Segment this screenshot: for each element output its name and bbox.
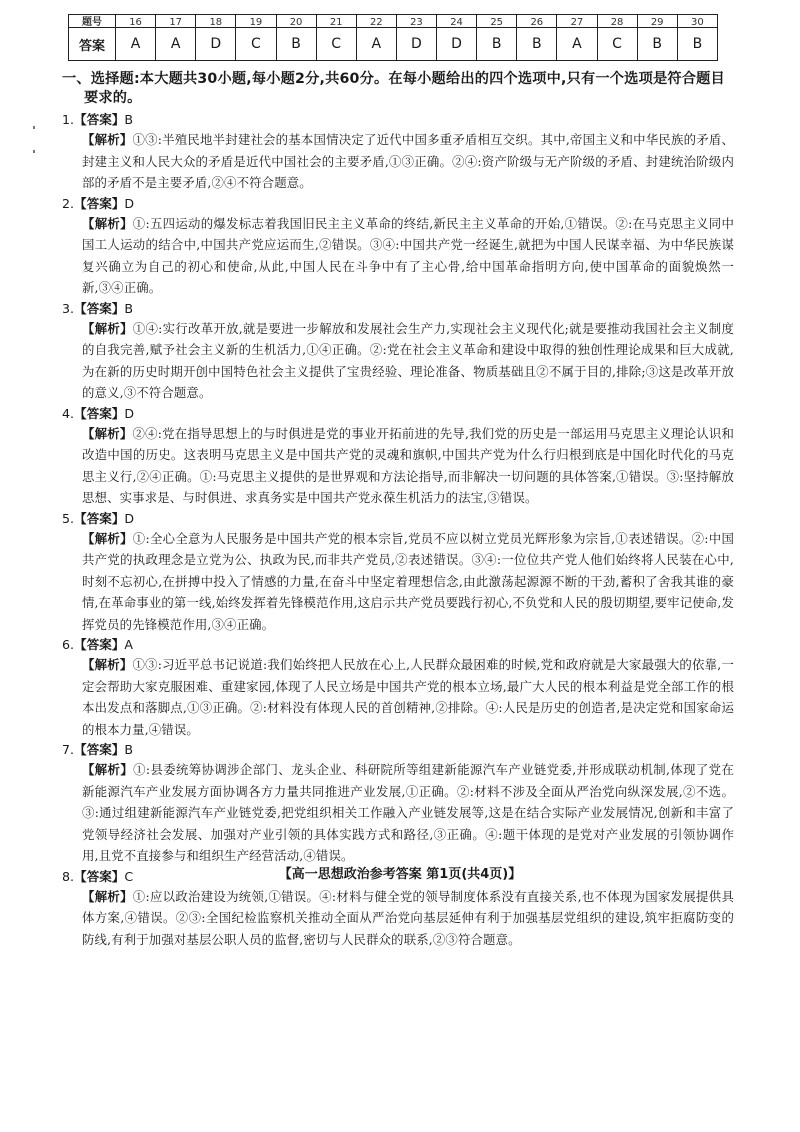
answer-cell: C: [236, 28, 276, 61]
question-number: 17: [156, 15, 196, 28]
answer-line: [62, 110, 734, 129]
analysis-paragraph: [82, 318, 734, 404]
answer-value: C: [124, 868, 134, 884]
question-number: 7.: [62, 742, 75, 757]
answer-line: [62, 740, 734, 759]
answer-value: B: [124, 742, 134, 757]
analysis-label: 【解析】: [82, 132, 133, 147]
analysis-paragraph: [82, 886, 734, 951]
question-number-row: [69, 15, 718, 28]
answer-cell: B: [637, 28, 677, 61]
analysis-text: ①:全心全意为人民服务是中国共产党的根本宗旨,党员不应以树立党员光辉形象为宗旨,①表述错误。②:中国共产党的执政理念是立党为公、执政为民,而非共产党员,②表述错误。③④:一位位共产党人他们始终将人民装在心中,时刻不忘初心,在拼搏中投入了情感的力量,在奋斗中坚定着理想信念,由此激荡起源源不断的干劲,蓄积了舍我其谁的豪情,在革命事业的第一线,始终发挥着先锋模范作用,这启示共产党员要践行初心,不负党和人民的殷切期望,要牢记使命,发挥党员的先锋模范作用,③④正确。: [82, 530, 734, 632]
analysis-paragraph: [82, 423, 734, 509]
answer-line: [62, 194, 734, 213]
analysis-text: ①④:实行改革开放,就是要进一步解放和发展社会生产力,实现社会主义现代化;就是要推动我国社会主义制度的自我完善,赋予社会主义新的生机活力,①④正确。②:党在社会主义革命和建设中取得的独创性理论成果和巨大成就,为在新的历史时期开创中国特色社会主义提供了宝贵经验、理论准备、物质基础且②不属于目的,排除;③这是改革开放的意义,③不符合题意。: [82, 320, 734, 400]
answer-value: B: [124, 300, 134, 316]
answer-value: A: [124, 637, 134, 652]
section-heading: [62, 70, 730, 108]
question-number: 28: [597, 15, 637, 28]
answer-label: 【答案】: [74, 742, 125, 757]
question-4: [62, 404, 734, 509]
analysis-text: ①:五四运动的爆发标志着我国旧民主主义革命的终结,新民主主义革命的开始,①错误。②:在马克思主义同中国工人运动的结合中,中国共产党应运而生,②错误。③④:中国共产党一经诞生,就把为中国人民谋幸福、为中华民族谋复兴确立为自己的初心和使命,从此,中国人民在斗争中有了主心骨,给中国革命指明方向,使中国革命的面貌焕然一新,③④正确。: [82, 215, 734, 295]
question-number: 26: [517, 15, 557, 28]
answer-cell: A: [356, 28, 396, 61]
question-number: 19: [236, 15, 276, 28]
question-5: [62, 509, 734, 636]
answer-label: 【答案】: [74, 405, 125, 421]
analysis-text: ①:应以政治建设为统领,①错误。④:材料与健全党的领导制度体系没有直接关系,也不体现为国家发展提供具体方案,④错误。②③:全国纪检监察机关推动全面从严治党向基层延伸有利于加强基层党组织的建设,筑牢拒腐防变的防线,有利于加强对基层公职人员的监督,密切与人民群众的联系,②③符合题意。: [82, 888, 734, 947]
question-2: [62, 194, 734, 299]
answer-row-label: 答案: [69, 28, 116, 61]
question-number: 20: [276, 15, 316, 28]
answer-line: [62, 299, 734, 318]
number-row-label: 题号: [69, 15, 116, 28]
analysis-paragraph: [82, 759, 734, 867]
question-number: 6.: [62, 637, 75, 652]
answer-label: 【答案】: [74, 195, 125, 211]
question-number: 22: [356, 15, 396, 28]
answer-key-table: [68, 14, 718, 61]
question-number: 23: [396, 15, 436, 28]
answer-cell: B: [517, 28, 557, 61]
question-number: 5.: [62, 510, 75, 526]
answer-value: B: [124, 112, 134, 127]
analysis-paragraph: [82, 129, 734, 194]
question-number: 30: [677, 15, 717, 28]
answer-cell: D: [396, 28, 436, 61]
answer-cell: C: [597, 28, 637, 61]
solutions-list: [62, 110, 734, 950]
analysis-label: 【解析】: [82, 215, 133, 231]
binding-mark: [33, 126, 35, 129]
answer-value: D: [124, 510, 135, 526]
answer-cell: C: [316, 28, 356, 61]
answer-label: 【答案】: [74, 637, 125, 652]
answer-cell: A: [156, 28, 196, 61]
analysis-label: 【解析】: [82, 762, 134, 777]
question-number: 29: [637, 15, 677, 28]
question-number: 24: [437, 15, 477, 28]
answer-line: [62, 404, 734, 423]
question-number: 3.: [62, 300, 75, 316]
answer-cell: A: [557, 28, 597, 61]
answer-value: D: [124, 195, 135, 211]
question-number: 16: [116, 15, 156, 28]
answer-label: 【答案】: [74, 868, 125, 884]
binding-mark: [33, 150, 35, 153]
question-number: 4.: [62, 405, 75, 421]
answer-cell: D: [437, 28, 477, 61]
analysis-paragraph: [82, 654, 734, 740]
analysis-label: 【解析】: [82, 530, 133, 546]
analysis-label: 【解析】: [82, 320, 133, 336]
question-number: 27: [557, 15, 597, 28]
analysis-text: ②④:党在指导思想上的与时俱进是党的事业开拓前进的先导,我们党的历史是一部运用马克思主义理论认识和改造中国的历史。这表明马克思主义是中国共产党的灵魂和旗帜,中国共产党为什么行归根到底是中国化时代化的马克思主义行,②④正确。①:马克思主义提供的是世界观和方法论指导,而非解决一切问题的具体答案,①错误。③:坚持解放思想、实事求是、与时俱进、求真务实是中国共产党永葆生机活力的法宝,③错误。: [82, 425, 734, 505]
analysis-text: ①:县委统筹协调涉企部门、龙头企业、科研院所等组建新能源汽车产业链党委,并形成联动机制,体现了党在新能源汽车产业发展方面协调各方力量共同推进产业发展,①正确。②:材料不涉及全面从严治党向纵深发展,②不选。③:通过组建新能源汽车产业链党委,把党组织相关工作融入产业链发展等,这是在结合实际产业发展情况,创新和丰富了党领导经济社会发展、加强对产业引领的具体实践方式和路径,③正确。④:题干体现的是党对产业发展的引领协调作用,且党不直接参与和组织生产经营活动,④错误。: [82, 762, 734, 863]
section-heading-line1: 一、选择题:本大题共30小题,每小题2分,共60分。在每小题给出的四个选项中,只有一个选项是符合题目: [62, 71, 725, 87]
question-1: [62, 110, 734, 194]
question-number: 21: [316, 15, 356, 28]
question-number: 8.: [62, 868, 75, 884]
answer-cell: B: [677, 28, 717, 61]
answer-cell: B: [276, 28, 316, 61]
analysis-text: ①③:习近平总书记说道:我们始终把人民放在心上,人民群众最困难的时候,党和政府就是大家最强大的依靠,一定会帮助大家克服困难、重建家园,体现了人民立场是中国共产党的根本立场,最广大人民的根本利益是党全部工作的根本出发点和落脚点,①③正确。②:材料没有体现人民的首创精神,②排除。④:人民是历史的创造者,是决定党和国家命运的根本力量,④错误。: [82, 657, 734, 737]
section-heading-line2: 要求的。: [84, 90, 142, 106]
answer-row: [69, 28, 718, 61]
question-number: 2.: [62, 195, 75, 211]
answer-label: 【答案】: [74, 112, 125, 127]
answer-cell: D: [196, 28, 236, 61]
question-number: 1.: [62, 112, 75, 127]
answer-value: D: [124, 405, 135, 421]
question-7: [62, 740, 734, 867]
question-6: [62, 635, 734, 740]
answer-cell: A: [116, 28, 156, 61]
question-number: 18: [196, 15, 236, 28]
page-footer: 【高一思想政治参考答案 第1页(共4页)】: [278, 867, 522, 882]
analysis-label: 【解析】: [82, 425, 133, 441]
question-number: 25: [477, 15, 517, 28]
answer-line: [62, 635, 734, 654]
answer-label: 【答案】: [74, 300, 125, 316]
answer-label: 【答案】: [74, 510, 125, 526]
question-3: [62, 299, 734, 404]
answer-cell: B: [477, 28, 517, 61]
analysis-paragraph: [82, 213, 734, 299]
analysis-label: 【解析】: [82, 657, 133, 672]
answer-line: [62, 509, 734, 528]
analysis-paragraph: [82, 528, 734, 636]
analysis-label: 【解析】: [82, 888, 133, 904]
analysis-text: ①③:半殖民地半封建社会的基本国情决定了近代中国多重矛盾相互交织。其中,帝国主义和中华民族的矛盾、封建主义和人民大众的矛盾是近代中国社会的主要矛盾,①③正确。②④:资产阶级与无产阶级的矛盾、封建统治阶级内部的矛盾不是主要矛盾,②④不符合题意。: [82, 132, 734, 190]
